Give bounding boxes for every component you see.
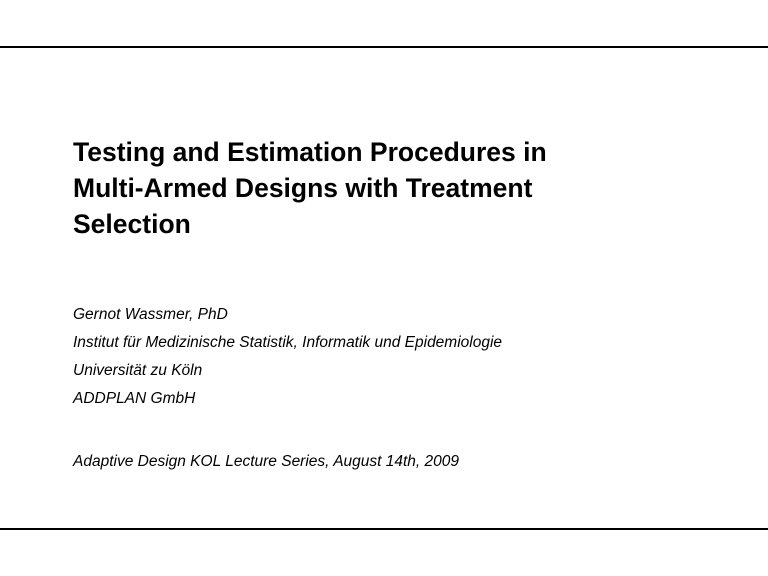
title-line-3: Selection [73, 209, 191, 239]
top-divider [0, 46, 768, 48]
author-university: Universität zu Köln [73, 362, 203, 379]
slide-title [73, 134, 673, 242]
author-institute: Institut für Medizinische Statistik, Informatik und Epidemiologie [73, 334, 503, 351]
author-block [73, 301, 713, 413]
author-name: Gernot Wassmer, PhD [73, 306, 228, 323]
author-company: ADDPLAN GmbH [73, 390, 196, 407]
title-line-1: Testing and Estimation Procedures in [73, 137, 547, 167]
bottom-divider [0, 528, 768, 530]
title-line-2: Multi-Armed Designs with Treatment [73, 173, 533, 203]
event-line: Adaptive Design KOL Lecture Series, August 14th, 2009 [73, 453, 460, 470]
